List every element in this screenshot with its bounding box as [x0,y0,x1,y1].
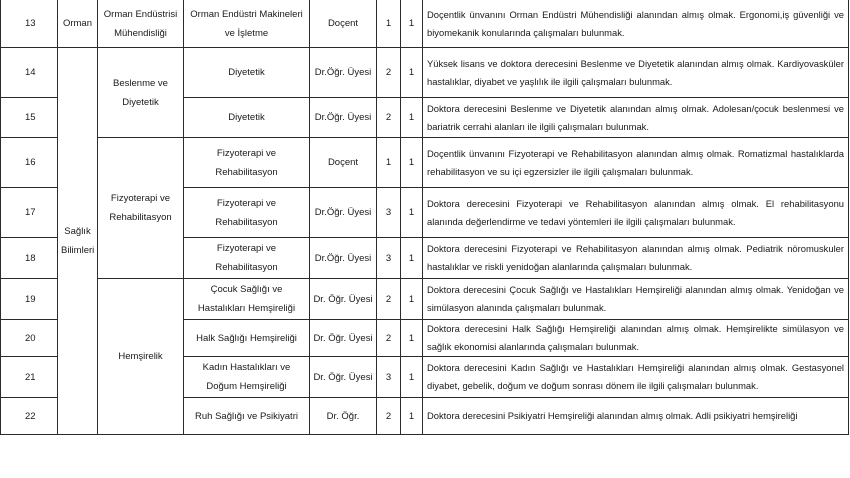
title-cell: Dr.Öğr. Üyesi [310,238,377,279]
description-cell: Doktora derecesini Çocuk Sağlığı ve Hastalıkları Hemşireliği alanından almış olmak. Yenidoğan ve simülasyon alanında çalışmaları bulunmak. [423,279,849,320]
title-cell: Dr. Öğr. Üyesi [310,279,377,320]
title-cell: Dr.Öğr. Üyesi [310,188,377,238]
extra-count-cell: 1 [401,357,423,398]
count-cell: 1 [377,0,401,48]
field-cell: Fizyoterapi ve Rehabilitasyon [184,138,310,188]
table-row [1,138,849,188]
count-cell: 3 [377,238,401,279]
description-cell: Doktora derecesini Beslenme ve Diyetetik alanından almış olmak. Adolesan/çocuk beslenmesi ve bariatrik cerrahi alanları ile ilgili çalışmaları bulunmak. [423,98,849,138]
row-number-cell: 20 [1,320,58,357]
description-cell: Doktora derecesini Kadın Sağlığı ve Hastalıkları Hemşireliği alanından almış olmak. Gestasyonel diyabet, gebelik, doğum ve doğum sonrası dönem ile ilgili çalışmaları bulunmak. [423,357,849,398]
department-cell: Hemşirelik [98,279,184,435]
row-number-cell: 13 [1,0,58,48]
title-cell: Dr. Öğr. Üyesi [310,357,377,398]
unit-cell: Orman [58,0,98,48]
count-cell: 1 [377,138,401,188]
row-number-cell: 16 [1,138,58,188]
title-cell: Doçent [310,138,377,188]
count-cell: 2 [377,48,401,98]
field-cell: Çocuk Sağlığı ve Hastalıkları Hemşireliği [184,279,310,320]
table-row [1,0,849,48]
unit-cell: Sağlık Bilimleri [58,48,98,435]
row-number-cell: 15 [1,98,58,138]
description-cell: Doktora derecesini Fizyoterapi ve Rehabilitasyon alanından almış olmak. Pediatrik nöromuskuler hastalıklar ve riskli yenidoğan alanlarında çalışmaları bulunmak. [423,238,849,279]
field-cell: Ruh Sağlığı ve Psikiyatri [184,398,310,435]
extra-count-cell: 1 [401,98,423,138]
count-cell: 2 [377,320,401,357]
title-cell: Dr. Öğr. [310,398,377,435]
row-number-cell: 22 [1,398,58,435]
table-row [1,279,849,320]
department-cell: Fizyoterapi ve Rehabilitasyon [98,138,184,279]
description-cell: Doktora derecesini Halk Sağlığı Hemşireliği alanından almış olmak. Hemşirelikte simülasyon ve sağlık ekonomisi alanlarında çalışmaları bulunmak. [423,320,849,357]
field-cell: Kadın Hastalıkları ve Doğum Hemşireliği [184,357,310,398]
count-cell: 3 [377,357,401,398]
field-cell: Fizyoterapi ve Rehabilitasyon [184,238,310,279]
extra-count-cell: 1 [401,320,423,357]
count-cell: 3 [377,188,401,238]
row-number-cell: 17 [1,188,58,238]
count-cell: 2 [377,279,401,320]
title-cell: Dr.Öğr. Üyesi [310,48,377,98]
field-cell: Diyetetik [184,98,310,138]
count-cell: 2 [377,98,401,138]
field-cell: Orman Endüstri Makineleri ve İşletme [184,0,310,48]
title-cell: Dr. Öğr. Üyesi [310,320,377,357]
row-number-cell: 19 [1,279,58,320]
count-cell: 2 [377,398,401,435]
row-number-cell: 18 [1,238,58,279]
title-cell: Doçent [310,0,377,48]
description-cell: Doçentlik ünvanını Orman Endüstri Mühendisliği alanından almış olmak. Ergonomi,iş güvenliği ve biyomekanik konularında çalışmaları bulunmak. [423,0,849,48]
field-cell: Fizyoterapi ve Rehabilitasyon [184,188,310,238]
description-cell: Yüksek lisans ve doktora derecesini Beslenme ve Diyetetik alanından almış olmak. Kardiyovasküler hastalıklar, diyabet ve yaşlılık ile ilgili çalışmaları bulunmak. [423,48,849,98]
description-cell: Doktora derecesini Fizyoterapi ve Rehabilitasyon alanından almış olmak. El rehabilitasyonu alanında değerlendirme ve tedavi yöntemleri ile ilgili çalışmaları bulunmak. [423,188,849,238]
department-cell: Orman Endüstrisi Mühendisliği [98,0,184,48]
extra-count-cell: 1 [401,0,423,48]
description-cell: Doktora derecesini Psikiyatri Hemşireliği alanından almış olmak. Adli psikiyatri hemşireliği [423,398,849,435]
extra-count-cell: 1 [401,279,423,320]
row-number-cell: 21 [1,357,58,398]
table-row [1,48,849,98]
extra-count-cell: 1 [401,48,423,98]
field-cell: Diyetetik [184,48,310,98]
description-cell: Doçentlik ünvanını Fizyoterapi ve Rehabilitasyon alanından almış olmak. Romatizmal hastalıklarda rehabilitasyon ve su içi egzersizler ile ilgili çalışmaları bulunmak. [423,138,849,188]
extra-count-cell: 1 [401,138,423,188]
department-cell: Beslenme ve Diyetetik [98,48,184,138]
field-cell: Halk Sağlığı Hemşireliği [184,320,310,357]
row-number-cell: 14 [1,48,58,98]
extra-count-cell: 1 [401,398,423,435]
title-cell: Dr.Öğr. Üyesi [310,98,377,138]
extra-count-cell: 1 [401,238,423,279]
extra-count-cell: 1 [401,188,423,238]
